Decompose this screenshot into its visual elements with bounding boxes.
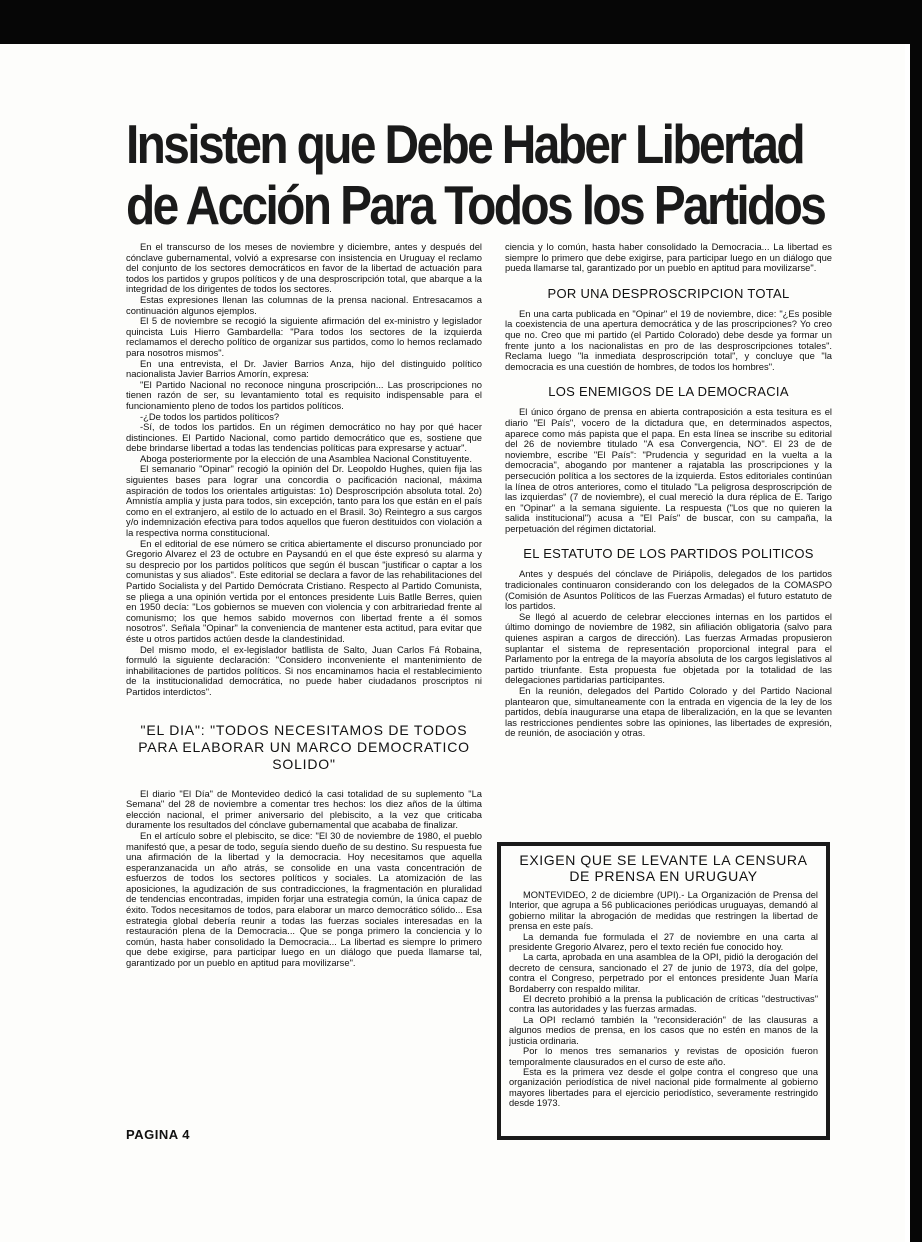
right-column <box>505 242 832 846</box>
article-paragraph: En el artículo sobre el plebiscito, se dice: "El 30 de noviembre de 1980, el pueblo manifestó que, a pesar de todo, seguía siendo dueño de su destino. Su respuesta fue una afirmación de la libertad y la democracia. Hoy necesitamos que aquella esperanzanacida un año atrás, se consolide en una vasta concentración de esfuerzos de todos los sectores políticos y sociales. La atomización de las aposiciones, la agudización de sus contradicciones, la fragmentación en pluralidad de tendencias encontradas, impiden forjar una estrategia común, la única capaz de éxito. Todos necesitamos de todos, para elaborar un marco democrático sólido... Esa estrategia global debería reunir a todas las fuerzas sociales interesadas en la restauración plena de la Democracia... Que se ponga primero la conciencia y lo común, hasta haber consolidado la Democracia... La libertad es siempre lo primero que debe exigirse, para participar luego en un diálogo que pueda llamarse tal, garantizado por un pueblo en aptitud para movilizarse". <box>126 830 482 969</box>
article-paragraph: El semanario "Opinar" recogió la opinión del Dr. Leopoldo Hughes, quien fija las siguientes bases para lograr una concordia o pacificación nacional, máxima aspiración de todos los orientales artiguistas: 1o) Desproscripción absoluta total. 2o) Amnistía amplia y justa para todos, sin excepción, tanto para los que están en el país como en el extranjero, al estilo de lo actuado en el Brasil. 3o) Reintegro a sus cargos y/o indemnización efectiva para todos aquellos que fueron destituidos con violación a la respectiva norma constitucional. <box>126 464 482 539</box>
page-number: PAGINA 4 <box>126 1127 190 1142</box>
subhead-estatuto: EL ESTATUTO DE LOS PARTIDOS POLITICOS <box>523 546 814 562</box>
box-paragraph: Por lo menos tres semanarios y revistas de oposición fueron temporalmente clausurados en el curso de este año. <box>509 1046 818 1067</box>
article-paragraph: Del mismo modo, el ex-legislador batllista de Salto, Juan Carlos Fá Robaina, formuló la siguiente declaración: "Considero inconveniente el mantenimiento de inhabilitaciones de partidos políticos. Si nos encaminamos hacia el restablecimiento de la institucionalidad democrática, no puede haber ciudadanos proscriptos ni Partidos interdictos". <box>126 644 482 697</box>
article-continuation: ciencia y lo común, hasta haber consolidado la Democracia... La libertad es siempre lo primero que debe exigirse, para participar luego en un diálogo que pueda llamarse tal, garantizado por un pueblo en aptitud para movilizarse". <box>505 242 832 274</box>
subhead-desproscripcion: POR UNA DESPROSCRIPCION TOTAL <box>547 285 790 301</box>
box-paragraph: MONTEVIDEO, 2 de diciembre (UPI).- La Organización de Prensa del Interior, que agrupa a 56 publicaciones periódicas uruguayas, demandó al gobierno militar la abrogación de medidas que restringen la libertad de prensa en este país. <box>509 890 818 932</box>
article-paragraph: "El Partido Nacional no reconoce ninguna proscripción... Las proscripciones no tienen razón de ser, su levantamiento total es requisito indispensable para el funcionamiento pleno de todos los partidos políticos. <box>126 379 482 411</box>
box-paragraph: La OPI reclamó también la "reconsideración" de las clausuras a algunos medios de prensa, en los casos que no estén en manos de la justicia ordinaria. <box>509 1014 818 1046</box>
scan-right-edge <box>905 44 922 1242</box>
box-paragraph: La carta, aprobada en una asamblea de la OPI, pidió la derogación del decreto de censura, sancionado el 27 de junio de 1973, día del golpe, contra el Congreso, perpetrado por el entonces presidente Juan María Bordaberry con respaldo militar. <box>509 952 818 994</box>
article-paragraph: Aboga posteriormente por la elección de una Asamblea Nacional Constituyente. <box>140 453 472 464</box>
subhead-el-dia: "EL DIA": "TODOS NECESITAMOS DE TODOS PARA ELABORAR UN MARCO DEMOCRATICO SOLIDO" <box>138 721 470 772</box>
article-paragraph: En una carta publicada en "Opinar" el 19 de noviembre, dice: "¿Es posible la coexistencia de una apertura democrática y de las proscripciones? Yo creo que no. Creo que mi partido (el Partido Colorado) debe desde ya formar un frente junto a los nacionalistas en pro de las desproscripciones totales". Reclama luego "la inmediata desproscripción total", y concluye que "la democracia es una cuestión de hombres, de todos los hombres". <box>505 308 832 372</box>
left-column <box>126 242 482 1154</box>
article-paragraph: En una entrevista, el Dr. Javier Barrios Anza, hijo del distinguido político nacionalista Javier Barrios Amorín, expresa: <box>126 358 482 380</box>
article-paragraph: El diario "El Día" de Montevideo dedicó la casi totalidad de su suplemento "La Semana" del 28 de noviembre a comentar tres hechos: los diez años de la última elección nacional, el primer aniversario del plebiscito, a la vez que criticaba duramente los resultados del cónclave gubernamental que acababa de finalizar. <box>126 788 482 831</box>
article-paragraph: Estas expresiones llenan las columnas de la prensa nacional. Entresacamos a continuación algunos ejemplos. <box>126 294 482 316</box>
article-paragraph: Se llegó al acuerdo de celebrar elecciones internas en los partidos el último domingo de noviembre de 1982, sin afiliación obligatoria (salvo para quienes aspiran a cargos de dirección). Las fuerzas Armadas propusieron suplantar el sistema de representación proporcional integral para el Parlamento por la entrega de la mayoría absoluta de los cargos legislativos al partido triunfante. Esta propuesta fue objetada por la totalidad de las delegaciones partidarias participantes. <box>505 611 832 686</box>
censorship-sidebar-box <box>497 842 830 1140</box>
box-paragraph: Esta es la primera vez desde el golpe contra el congreso que una organización periodística de nivel nacional pide formalmente al gobierno mayores libertades para el ejercicio periodístico, severamente restringido desde 1973. <box>509 1066 818 1109</box>
subhead-enemigos: LOS ENEMIGOS DE LA DEMOCRACIA <box>548 384 789 400</box>
article-paragraph: Antes y después del cónclave de Piriápolis, delegados de los partidos tradicionales continuaron considerando con los delegados de la COMASPO (Comisión de Asuntos Políticos de las Fuerzas Armadas) el futuro estatuto de los partidos. <box>505 569 832 612</box>
headline-line-2: de Acción Para Todos los Partidos <box>126 174 825 236</box>
article-paragraph: En el transcurso de los meses de noviembre y diciembre, antes y después del cónclave gubernamental, volvió a expresarse con insistencia en Uruguay el reclamo del conjunto de los sectores democráticos en favor de la libertad de actuación para todos los partidos y grupos políticos y de una desproscripción total, que abarque a la integridad de los dirigentes de todos los sectores. <box>126 242 482 295</box>
headline <box>126 113 825 236</box>
scan-top-border <box>0 0 922 44</box>
box-paragraph: La demanda fue formulada el 27 de noviembre en una carta al presidente Gregorio Alvarez, pero el texto recién fue conocido hoy. <box>509 931 818 953</box>
article-paragraph: En el editorial de ese número se critica abiertamente el discurso pronunciado por Gregorio Alvarez el 23 de octubre en Paysandú en el que éste expresó su alarma y su desprecio por los partidos políticos que según él buscan "justificar o captar a los comunistas y sus aliados". Este editorial se declara a favor de las rehabilitaciones del Partido Socialista y del Partido Demócrata Cristiano. Respecto al Partido Comunista, se pliega a una opinión vertida por el entonces presidente Luis Batlle Berres, quien en 1950 decía: "Los gobiernos se mueven con violencia y con arbitrariedad frente al comunismo; los que hemos sabido movernos con libertad frente a él somos nosotros". Señala "Opinar" la conveniencia de mantener esta actitud, para evitar que éste u otros partidos actúen desde la clandestinidad. <box>126 538 482 644</box>
box-title: EXIGEN QUE SE LEVANTE LA CENSURA DE PRENSA EN URUGUAY <box>519 852 808 884</box>
article-paragraph: -Sí, de todos los partidos. En un régimen democrático no hay por qué hacer distinciones. El Partido Nacional, como partido democrático que es, sostiene que debe brindarse libertad a todas las tendencias políticas para expresarse y actuar". <box>126 422 482 454</box>
article-paragraph: El 5 de noviembre se recogió la siguiente afirmación del ex-ministro y legislador quincista Luis Hierro Gambardella: "Para todos los sectores de la izquierda reclamamos el derecho político de organizar sus partidos, como lo hemos reclamado para nosotros mismos". <box>126 316 482 358</box>
article-paragraph: -¿De todos los partidos políticos? <box>140 411 280 422</box>
headline-line-1: Insisten que Debe Haber Libertad <box>126 113 803 175</box>
box-paragraph: El decreto prohibió a la prensa la publicación de críticas "destructivas" contra las autoridades y las fuerzas armadas. <box>509 994 818 1015</box>
article-paragraph: El único órgano de prensa en abierta contraposición a esta tesitura es el diario "El País", vocero de la dictadura que, en determinados aspectos, aparece como más papista que el papa. En esta línea se inscribe su editorial del 26 de noviembre titulado "A esa Convergencia, NO". El 23 de de noviembre, escribe "El País": "Prudencia y seguridad en la vuelta a la democracia", abogando por mantener a rajatabla las proscripciones y la persecución política a los sectores de la izquierda. Estos editoriales continúan la línea de otros anteriores, como el titulado "La peligrosa desproscripción de las izquierdas" (7 de noviembre), el cual mereció la dura réplica de E. Tarigo en "Opinar" a la semana siguiente. La respuesta ("Los que no quieren la salida institucional") acusa a "El País" de buscar, con su campaña, la perpetuación del régimen dictatorial. <box>505 407 832 534</box>
article-paragraph: En la reunión, delegados del Partido Colorado y del Partido Nacional plantearon que, simultaneamente con la entrada en vigencia de la ley de los partidos, debía inaugurarse una etapa de liberalización, en la que se levanten las restricciones pendientes sobre las opiniones, las libertades de expresión, de reunión, de asociación y otras. <box>505 686 832 739</box>
